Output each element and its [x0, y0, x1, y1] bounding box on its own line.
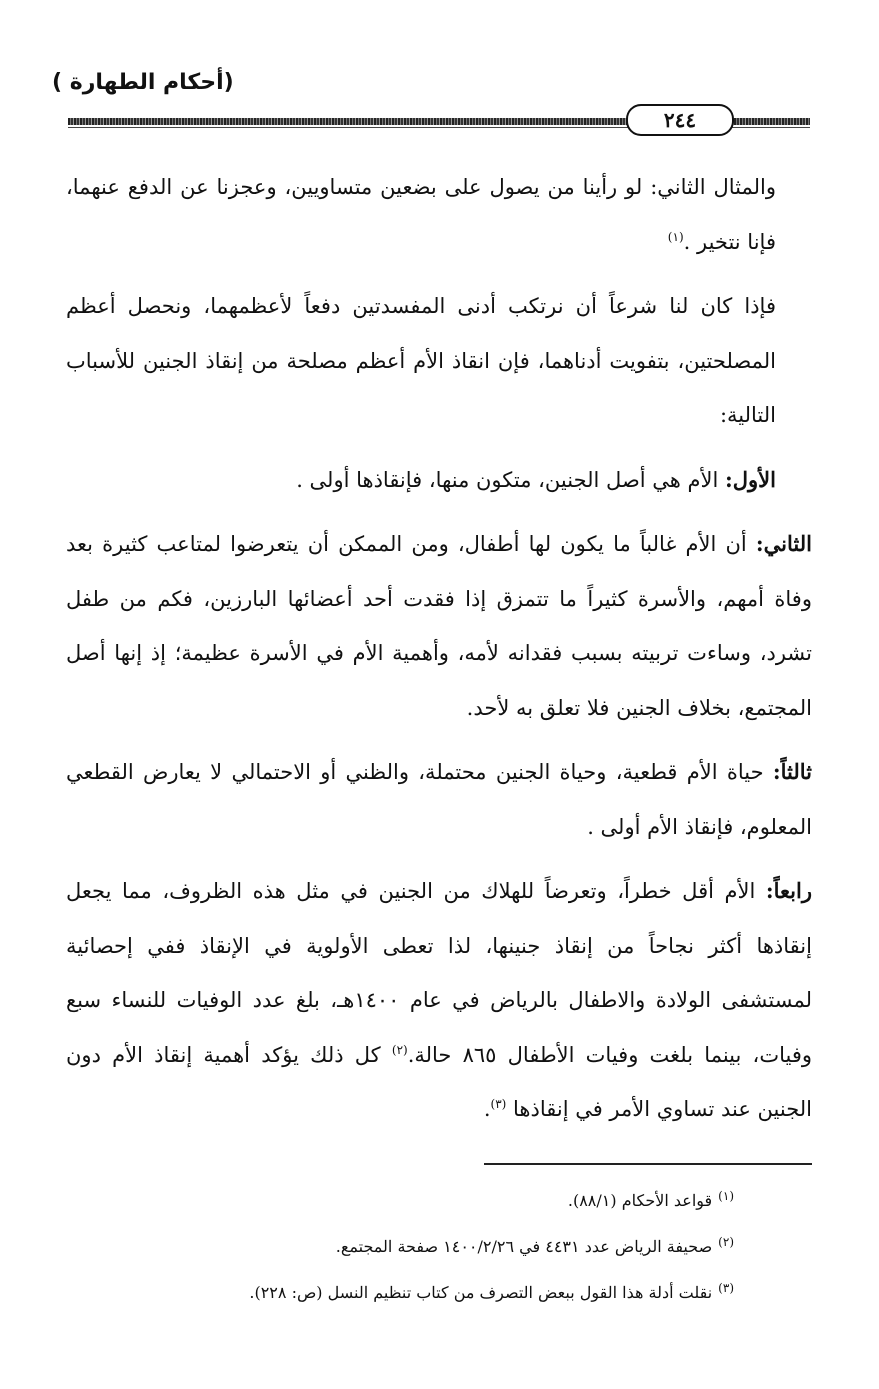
reason-lead: الثاني:: [755, 531, 812, 556]
footnote-separator: [484, 1163, 812, 1165]
reason-text: أن الأم غالباً ما يكون لها أطفال، ومن الممكن أن يتعرضوا لمتاعب كثيرة بعد وفاة أمهم، والأسرة كثيراً ما تتمزق إذا فقدت أحد أعضائها البارزين، فكم من طفل تشرد، وساءت تربيته بسبب فقدانه لأمه، وأهمية الأم في الأسرة عظيمة؛ إذ إنها أصل المجتمع، بخلاف الجنين فلا تعلق به لأحد.: [66, 532, 812, 720]
footnote-text: صحيفة الرياض عدد ٤٤٣١ في ١٤٠٠/٢/٢٦ صفحة المجتمع.: [335, 1237, 713, 1256]
footnote-item: [66, 1224, 734, 1270]
footnotes: [66, 1178, 734, 1316]
reason-text: الأم هي أصل الجنين، متكون منها، فإنقاذها أولى .: [296, 467, 726, 492]
footnote-marker: (٣): [718, 1280, 734, 1295]
footnote-text: نقلت أدلة هذا القول ببعض التصرف من كتاب تنظيم النسل (ص: ٢٢٨).: [249, 1283, 713, 1302]
paragraph-reason-3: [66, 745, 812, 854]
main-text: [66, 160, 812, 1137]
running-title: (أحكام الطهارة ): [52, 70, 234, 95]
footnote-marker: (٢): [718, 1234, 734, 1249]
footnote-text: قواعد الأحكام (٨٨/١).: [567, 1191, 713, 1210]
paragraph-reason-4: [66, 864, 812, 1137]
footnote-ref: (٢): [391, 1042, 408, 1057]
paragraph-principle: فإذا كان لنا شرعاً أن نرتكب أدنى المفسدتين دفعاً لأعظمهما، ونحصل أعظم المصلحتين، بتفويت أدناهما، فإن انقاذ الأم أعظم مصلحة من إنقاذ الجنين للأسباب التالية:: [66, 294, 776, 427]
paragraph-text: والمثال الثاني: لو رأينا من يصول على بضعين متساويين، وعجزنا عن الدفع عنهما، فإنا نتخير .: [66, 175, 776, 254]
reason-text: .: [483, 1097, 491, 1121]
footnote-item: [66, 1270, 734, 1316]
footnote-item: [66, 1178, 734, 1224]
reason-lead: رابعاً:: [765, 878, 812, 903]
reason-text: الأم أقل خطراً، وتعرضاً للهلاك من الجنين في مثل هذه الظروف، مما يجعل إنقاذها أكثر نجاحاً من إنقاذ جنينها، لذا تعطى الأولوية في الإنقاذ ففي إحصائية لمستشفى الولادة والاطفال بالرياض في عام ١٤٠٠هـ، بلغ عدد الوفيات للنساء سبع وفيات، بينما بلغت وفيات الأطفال ٨٦٥ حالة.: [66, 879, 813, 1067]
paragraph-reason-1: [66, 453, 812, 508]
paragraph-reason-2: [66, 517, 812, 735]
reason-lead: الأول:: [725, 466, 776, 492]
reason-text: كل ذلك يؤكد أهمية إنقاذ الأم دون الجنين عند تساوي الأمر في إنقاذها: [66, 1042, 812, 1121]
reason-text: حياة الأم قطعية، وحياة الجنين محتملة، والظني أو الاحتمالي لا يعارض القطعي المعلوم، فإنقاذ الأم أولى .: [66, 760, 812, 839]
footnote-ref: (٣): [490, 1097, 507, 1111]
footnote-ref: (١): [667, 229, 684, 244]
paragraph-example: [66, 160, 812, 269]
reason-lead: ثالثاً:: [772, 759, 812, 784]
page-number: ٢٤٤: [626, 104, 734, 136]
footnote-marker: (١): [718, 1188, 734, 1203]
